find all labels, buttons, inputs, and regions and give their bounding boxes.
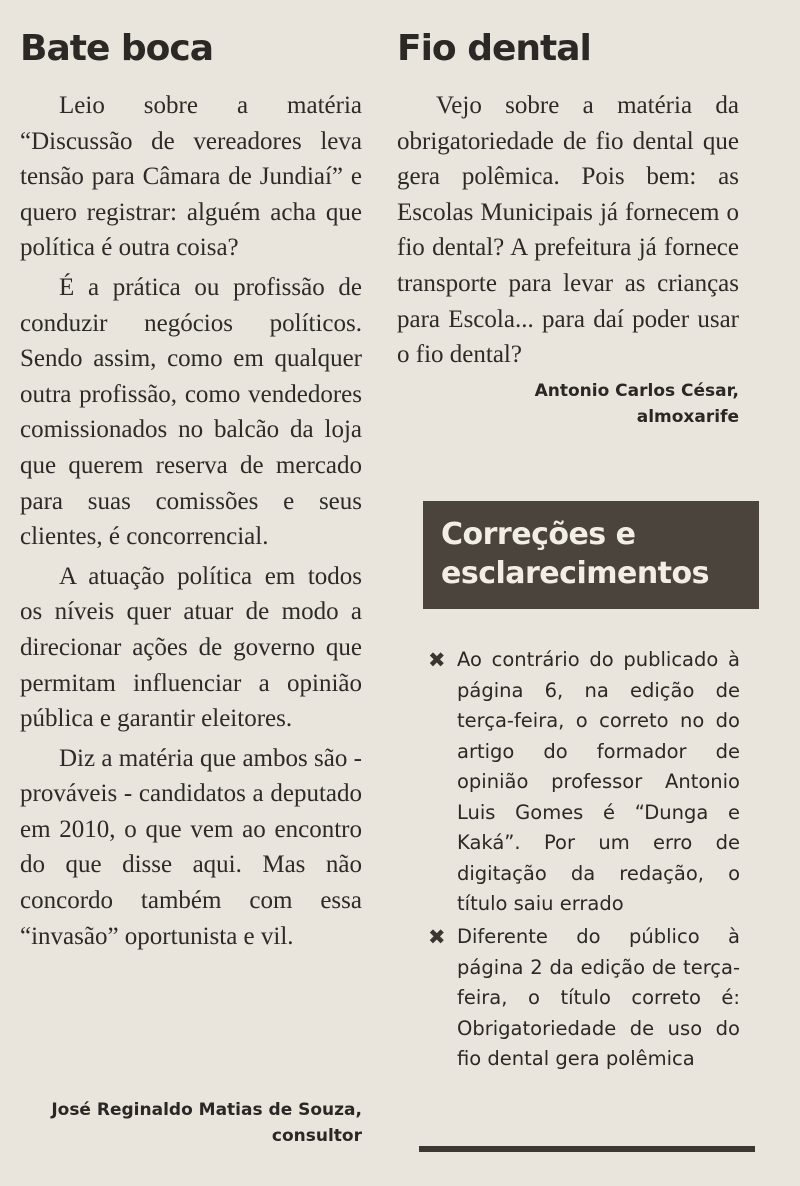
author-role: almoxarife [636,407,739,427]
author-name: José Reginaldo Matias de Souza, [51,1100,362,1120]
letter-signature [397,378,739,430]
correction-text: Diferente do público à página 2 da edição de terça-feira, o título correto é: Obrigatoriedade de uso do fio dental gera polêmica [457,925,740,1070]
paragraph: É a prática ou profissão de conduzir negócios políticos. Sendo assim, como em qualquer outra profissão, como vendedores comissionados no balcão da loja que querem reserva de mercado para suas comissões e seus clientes, é concorrencial. [20,273,362,551]
x-mark-icon: ✖ [428,648,446,672]
corrections-title-box [423,501,759,609]
paragraph: Vejo sobre a matéria da obrigatoriedade de fio dental que gera polêmica. Pois bem: as Escolas Municipais já fornecem o fio dental? A prefeitura já fornece transporte para levar as crianças para Escola... para daí poder usar o fio dental? [397,92,739,369]
author-role: consultor [271,1126,362,1146]
author-name: Antonio Carlos César, [534,381,739,401]
letter-body [20,88,362,958]
letter-body [397,88,739,377]
corrections-title-text: Correções e esclarecimentos [441,517,709,591]
bottom-rule [419,1146,755,1152]
correction-text: Ao contrário do publicado à página 6, na edição de terça-feira, o correto no do artigo do formador de opinião professor Antonio Luis Gomes é “Dunga e Kaká”. Por um erro de digitação da redação, o título saiu errado [457,648,740,915]
paragraph: A atuação política em todos os níveis quer atuar de modo a direcionar ações de governo que permitam influenciar a opinião pública e garantir eleitores. [20,562,362,733]
paragraph: Diz a matéria que ambos são - prováveis - candidatos a deputado em 2010, o que vem ao encontro do que disse aqui. Mas não concordo também com essa “invasão” oportunista e vil. [20,744,362,950]
letter-heading: Fio dental [397,28,591,69]
correction-item [428,922,740,1075]
x-mark-icon: ✖ [428,925,446,949]
paragraph: Leio sobre a matéria “Discussão de vereadores leva tensão para Câmara de Jundiaí” e quero registrar: alguém acha que política é outra coisa? [20,92,362,262]
letter-signature [20,1097,362,1149]
letter-heading: Bate boca [20,28,214,69]
corrections-title [441,515,759,593]
correction-item [428,645,740,920]
